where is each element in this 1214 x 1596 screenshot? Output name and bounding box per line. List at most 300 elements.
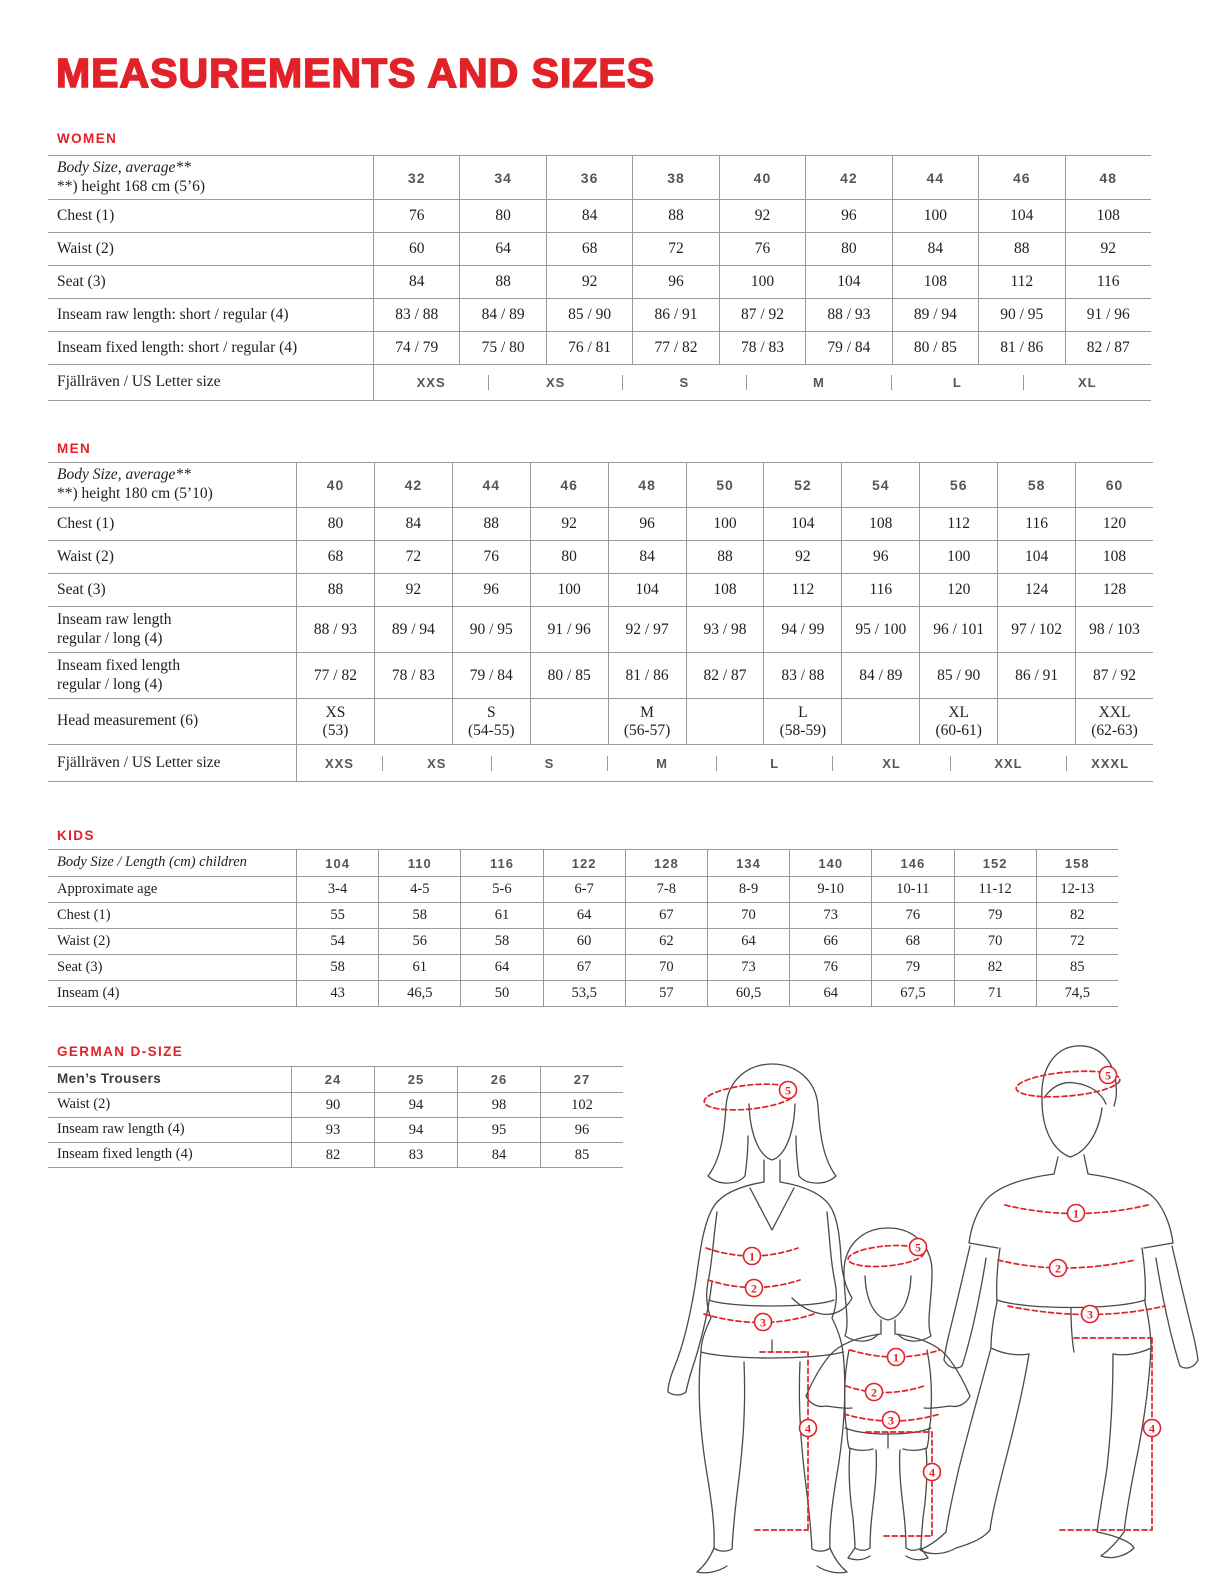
value-cell: 58: [297, 955, 379, 981]
header-row: [48, 1067, 623, 1093]
child-chest-marker: [888, 1349, 905, 1366]
value-cell: 98: [458, 1093, 541, 1118]
table-row: [48, 541, 1153, 574]
value-cell: 8-9: [707, 877, 789, 903]
text-line: XL: [948, 703, 970, 721]
woman-chest-marker: [744, 1248, 761, 1265]
woman-hair-outline: [708, 1064, 836, 1183]
section-label-kids: KIDS: [57, 828, 95, 843]
size-column-header: 56: [920, 463, 998, 508]
german-d-size-table-container: [48, 1066, 610, 1168]
size-column-header: 146: [872, 850, 954, 877]
value-cell: 64: [543, 903, 625, 929]
value-cell: 79 / 84: [806, 332, 892, 365]
size-column-header: 152: [954, 850, 1036, 877]
text-line: Inseam raw length: [57, 610, 172, 628]
child-arms: [806, 1334, 970, 1408]
value-cell: 56: [379, 929, 461, 955]
value-cell: [842, 699, 920, 745]
size-column-header: 60: [1076, 463, 1153, 508]
size-column-header: 48: [608, 463, 686, 508]
text-line: XS: [325, 703, 346, 721]
letter-size: XS: [382, 756, 491, 771]
value-cell: [998, 699, 1076, 745]
size-column-header: 24: [292, 1067, 375, 1093]
value-cell: 84: [374, 508, 452, 541]
size-column-header: 58: [998, 463, 1076, 508]
svg-text:5: 5: [1105, 1068, 1111, 1083]
value-cell: 88 / 93: [297, 607, 375, 653]
value-cell: 73: [790, 903, 872, 929]
value-cell: 84 / 89: [842, 653, 920, 699]
value-cell: 64: [790, 981, 872, 1007]
svg-text:4: 4: [929, 1465, 935, 1480]
value-cell: 81 / 86: [979, 332, 1065, 365]
value-cell: 83 / 88: [764, 653, 842, 699]
child-head-marker: [910, 1239, 927, 1256]
row-label: [48, 903, 297, 929]
man-left-arm: [944, 1246, 986, 1368]
text-line: (56-57): [623, 721, 671, 739]
woman-head-marker: [780, 1082, 797, 1099]
value-cell: 66: [790, 929, 872, 955]
value-cell: 68: [297, 541, 375, 574]
value-cell: 85 / 90: [920, 653, 998, 699]
value-cell: 87 / 92: [719, 299, 805, 332]
header-row: [48, 463, 1153, 508]
value-cell: 100: [920, 541, 998, 574]
row-label: [48, 200, 374, 233]
table-row: [48, 574, 1153, 607]
table-row: [48, 607, 1153, 653]
value-cell: 108: [1065, 200, 1151, 233]
value-cell: 80: [530, 541, 608, 574]
german-size-table: [48, 1066, 623, 1168]
value-cell: 70: [625, 955, 707, 981]
value-cell: 76 / 81: [546, 332, 632, 365]
table-row: [48, 332, 1151, 365]
size-column-header: 46: [979, 156, 1065, 200]
letter-sizes: [297, 756, 1153, 771]
value-cell: 74 / 79: [374, 332, 460, 365]
value-cell: 120: [920, 574, 998, 607]
value-cell: 95: [458, 1118, 541, 1143]
woman-waist-marker: [746, 1280, 763, 1297]
size-column-header: 36: [546, 156, 632, 200]
text-line: Inseam raw length (4): [57, 1121, 185, 1138]
row-label: [48, 266, 374, 299]
table-row: [48, 653, 1153, 699]
table-row: [48, 200, 1151, 233]
value-cell: 96: [842, 541, 920, 574]
size-column-header: 40: [297, 463, 375, 508]
man-shorts: [991, 1302, 1151, 1355]
value-cell: 72: [374, 541, 452, 574]
value-cell: 55: [297, 903, 379, 929]
woman-legs: [699, 1352, 845, 1551]
value-cell: 112: [920, 508, 998, 541]
value-cell: 72: [1036, 929, 1118, 955]
text-line: Chest (1): [57, 906, 111, 923]
value-cell: 96: [633, 266, 719, 299]
child-legs: [849, 1448, 927, 1550]
value-cell: 58: [461, 929, 543, 955]
value-cell: [452, 699, 530, 745]
svg-text:3: 3: [760, 1315, 766, 1330]
value-cell: [297, 699, 375, 745]
row-label: [48, 332, 374, 365]
child-neck: [881, 1320, 895, 1334]
value-cell: 92: [546, 266, 632, 299]
text-line: Seat (3): [57, 958, 103, 975]
size-column-header: 42: [806, 156, 892, 200]
value-cell: 82: [292, 1143, 375, 1168]
text-line: L: [798, 703, 808, 721]
value-cell: 79: [872, 955, 954, 981]
table-row: [48, 1093, 623, 1118]
value-cell: 62: [625, 929, 707, 955]
row-label: [48, 1118, 292, 1143]
text-line: **) height 180 cm (5’10): [57, 485, 213, 502]
kids-size-table: [48, 849, 1118, 1007]
letter-size-row: [48, 365, 1151, 401]
value-cell: 82: [954, 955, 1036, 981]
value-cell: 98 / 103: [1076, 607, 1153, 653]
row-label: [48, 607, 297, 653]
size-column-header: 42: [374, 463, 452, 508]
size-column-header: 38: [633, 156, 719, 200]
row-label: [48, 541, 297, 574]
text-line: Seat (3): [57, 580, 106, 598]
letter-sizes: [374, 375, 1151, 390]
value-cell: 54: [297, 929, 379, 955]
letter-size: S: [491, 756, 607, 771]
text-line: Waist (2): [57, 547, 114, 565]
value-cell: 90 / 95: [452, 607, 530, 653]
text-line: Inseam fixed length (4): [57, 1146, 193, 1163]
letter-size: XXS: [324, 755, 354, 771]
child-seat-marker: [883, 1412, 900, 1429]
letter-size-row: [48, 745, 1153, 782]
men-size-table: [48, 462, 1153, 782]
letter-size: XXS: [416, 375, 446, 390]
value-cell: 92: [764, 541, 842, 574]
woman-face-outline: [749, 1104, 795, 1160]
value-cell: 96: [452, 574, 530, 607]
value-cell: 80: [806, 233, 892, 266]
value-cell: 104: [764, 508, 842, 541]
letter-size: L: [716, 756, 832, 771]
letter-size-cells: [374, 365, 1151, 401]
value-cell: 73: [707, 955, 789, 981]
value-cell: 76: [790, 955, 872, 981]
text-line: **) height 168 cm (5’6): [57, 177, 206, 195]
value-cell: 100: [530, 574, 608, 607]
value-cell: 4-5: [379, 877, 461, 903]
value-cell: 83 / 88: [374, 299, 460, 332]
child-shorts: [847, 1430, 929, 1450]
woman-feet: [697, 1548, 847, 1573]
value-cell: 6-7: [543, 877, 625, 903]
child-waist-marker: [866, 1384, 883, 1401]
size-column-header: 128: [625, 850, 707, 877]
text-line: regular / long (4): [57, 629, 163, 647]
man-neck: [1054, 1155, 1088, 1174]
woman-figure: [668, 1064, 852, 1573]
svg-text:5: 5: [915, 1240, 921, 1255]
value-cell: 43: [297, 981, 379, 1007]
text-line: XXL: [1098, 703, 1131, 721]
size-column-header: 104: [297, 850, 379, 877]
value-cell: 76: [452, 541, 530, 574]
men-table-container: [48, 462, 1140, 782]
value-cell: 92: [719, 200, 805, 233]
women-header-label: [48, 156, 374, 200]
value-cell: 128: [1076, 574, 1153, 607]
value-cell: 94: [375, 1118, 458, 1143]
value-cell: [764, 699, 842, 745]
man-face-outline: [1042, 1100, 1102, 1157]
letter-size: M: [607, 756, 716, 771]
row-label: [48, 981, 297, 1007]
letter-size: S: [622, 375, 746, 390]
text-line: Body Size / Length (cm) children: [57, 854, 247, 871]
kids-table-container: [48, 849, 1099, 1007]
size-column-header: 134: [707, 850, 789, 877]
value-cell: 92: [530, 508, 608, 541]
size-column-header: 34: [460, 156, 546, 200]
text-line: Body Size, average**: [57, 158, 191, 176]
women-table-container: [48, 155, 1133, 401]
value-cell: 82: [1036, 903, 1118, 929]
value-cell: 72: [633, 233, 719, 266]
value-cell: 78 / 83: [374, 653, 452, 699]
value-cell: 108: [686, 574, 764, 607]
size-column-header: 110: [379, 850, 461, 877]
value-cell: 10-11: [872, 877, 954, 903]
value-cell: 81 / 86: [608, 653, 686, 699]
value-cell: 96: [608, 508, 686, 541]
text-line: Waist (2): [57, 1096, 111, 1113]
value-cell: 93 / 98: [686, 607, 764, 653]
svg-text:3: 3: [1087, 1307, 1093, 1322]
text-line: Inseam raw length: short / regular (4): [57, 305, 289, 323]
value-cell: 96: [541, 1118, 624, 1143]
value-cell: 70: [707, 903, 789, 929]
row-label: [48, 653, 297, 699]
man-chest-marker: [1068, 1205, 1085, 1222]
text-line: (62-63): [1091, 721, 1138, 739]
value-cell: 88 / 93: [806, 299, 892, 332]
table-row: [48, 299, 1151, 332]
value-cell: 104: [608, 574, 686, 607]
value-cell: 108: [1076, 541, 1153, 574]
table-row: [48, 929, 1118, 955]
value-cell: 116: [1065, 266, 1151, 299]
value-cell: [374, 699, 452, 745]
row-label: [48, 508, 297, 541]
value-cell: 90 / 95: [979, 299, 1065, 332]
row-label: [48, 1093, 292, 1118]
value-cell: 85: [1036, 955, 1118, 981]
men-header-label: [48, 463, 297, 508]
text-line: S: [486, 703, 496, 721]
value-cell: 79 / 84: [452, 653, 530, 699]
value-cell: 97 / 102: [998, 607, 1076, 653]
row-label: [48, 929, 297, 955]
value-cell: 91 / 96: [1065, 299, 1151, 332]
value-cell: 104: [806, 266, 892, 299]
value-cell: 85 / 90: [546, 299, 632, 332]
value-cell: 61: [379, 955, 461, 981]
page-title: MEASUREMENTS AND SIZES: [56, 50, 656, 96]
value-cell: 57: [625, 981, 707, 1007]
man-inseam-measure-line: [1060, 1338, 1152, 1530]
value-cell: 64: [707, 929, 789, 955]
value-cell: 77 / 82: [633, 332, 719, 365]
svg-text:1: 1: [1073, 1206, 1079, 1221]
text-line: (53): [322, 721, 349, 739]
value-cell: 7-8: [625, 877, 707, 903]
value-cell: 88: [452, 508, 530, 541]
value-cell: 89 / 94: [374, 607, 452, 653]
value-cell: 96 / 101: [920, 607, 998, 653]
svg-text:3: 3: [888, 1413, 894, 1428]
value-cell: 82 / 87: [686, 653, 764, 699]
value-cell: 112: [979, 266, 1065, 299]
table-row: [48, 981, 1118, 1007]
svg-text:2: 2: [1055, 1261, 1061, 1276]
text-line: Waist (2): [57, 932, 111, 949]
text-line: Head measurement (6): [57, 712, 199, 730]
value-cell: 93: [292, 1118, 375, 1143]
row-label: [48, 574, 297, 607]
value-cell: 60,5: [707, 981, 789, 1007]
woman-neck: [764, 1160, 780, 1182]
value-cell: 9-10: [790, 877, 872, 903]
value-cell: 94: [375, 1093, 458, 1118]
value-cell: 116: [998, 508, 1076, 541]
size-column-header: 40: [719, 156, 805, 200]
man-legs: [946, 1348, 1151, 1532]
value-cell: 80: [460, 200, 546, 233]
size-column-header: 48: [1065, 156, 1151, 200]
value-cell: 92: [374, 574, 452, 607]
child-figure: [806, 1228, 970, 1560]
value-cell: 100: [719, 266, 805, 299]
table-row: [48, 903, 1118, 929]
value-cell: [1076, 699, 1153, 745]
size-column-header: 44: [452, 463, 530, 508]
value-cell: 84: [608, 541, 686, 574]
value-cell: 79: [954, 903, 1036, 929]
value-cell: 58: [379, 903, 461, 929]
row-label: [48, 877, 297, 903]
row-label: [48, 233, 374, 266]
text-line: Chest (1): [57, 514, 115, 532]
value-cell: 94 / 99: [764, 607, 842, 653]
man-seat-marker: [1082, 1306, 1099, 1323]
value-cell: 85: [541, 1143, 624, 1168]
value-cell: 104: [998, 541, 1076, 574]
woman-tank-top: [709, 1188, 834, 1306]
value-cell: 96: [806, 200, 892, 233]
value-cell: 67: [543, 955, 625, 981]
row-label: [48, 699, 297, 745]
value-cell: 88: [460, 266, 546, 299]
value-cell: 60: [374, 233, 460, 266]
size-column-header: 50: [686, 463, 764, 508]
measurement-figures-illustration: [600, 1030, 1214, 1596]
value-cell: 82 / 87: [1065, 332, 1151, 365]
value-cell: 88: [297, 574, 375, 607]
value-cell: 12-13: [1036, 877, 1118, 903]
letter-size: L: [891, 375, 1022, 390]
letter-row-label: Fjällräven / US Letter size: [48, 365, 374, 401]
size-column-header: 54: [842, 463, 920, 508]
value-cell: 84: [892, 233, 978, 266]
table-row: [48, 266, 1151, 299]
svg-text:5: 5: [785, 1083, 791, 1098]
text-line: Seat (3): [57, 272, 106, 290]
header-row: [48, 850, 1118, 877]
woman-right-arm: [780, 1182, 852, 1314]
value-cell: 100: [686, 508, 764, 541]
size-column-header: 116: [461, 850, 543, 877]
value-cell: 75 / 80: [460, 332, 546, 365]
text-line: Body Size, average**: [57, 466, 191, 484]
size-column-header: 46: [530, 463, 608, 508]
row-label: [48, 1143, 292, 1168]
letter-row-label: Fjällräven / US Letter size: [48, 745, 297, 782]
woman-inseam-marker: [800, 1420, 817, 1437]
value-cell: 64: [460, 233, 546, 266]
value-cell: 86 / 91: [633, 299, 719, 332]
value-cell: 74,5: [1036, 981, 1118, 1007]
svg-text:4: 4: [1149, 1421, 1155, 1436]
size-column-header: 27: [541, 1067, 624, 1093]
value-cell: 76: [374, 200, 460, 233]
value-cell: 61: [461, 903, 543, 929]
value-cell: 78 / 83: [719, 332, 805, 365]
size-column-header: 140: [790, 850, 872, 877]
value-cell: 100: [892, 200, 978, 233]
value-cell: 83: [375, 1143, 458, 1168]
value-cell: 53,5: [543, 981, 625, 1007]
text-line: (60-61): [935, 721, 982, 739]
value-cell: 60: [543, 929, 625, 955]
value-cell: 84 / 89: [460, 299, 546, 332]
value-cell: 3-4: [297, 877, 379, 903]
man-torso: [997, 1248, 1146, 1302]
size-column-header: 44: [892, 156, 978, 200]
value-cell: 88: [979, 233, 1065, 266]
value-cell: 87 / 92: [1076, 653, 1153, 699]
text-line: (54-55): [468, 721, 515, 739]
header-row: [48, 156, 1151, 200]
value-cell: 68: [546, 233, 632, 266]
value-cell: 95 / 100: [842, 607, 920, 653]
text-line: regular / long (4): [57, 675, 163, 693]
value-cell: 90: [292, 1093, 375, 1118]
section-label-german-d-size: GERMAN D-SIZE: [57, 1044, 184, 1059]
german-header-label: [48, 1067, 292, 1093]
size-column-header: 122: [543, 850, 625, 877]
woman-shorts: [701, 1340, 843, 1358]
value-cell: 104: [979, 200, 1065, 233]
text-line: Inseam (4): [57, 984, 120, 1001]
value-cell: 46,5: [379, 981, 461, 1007]
